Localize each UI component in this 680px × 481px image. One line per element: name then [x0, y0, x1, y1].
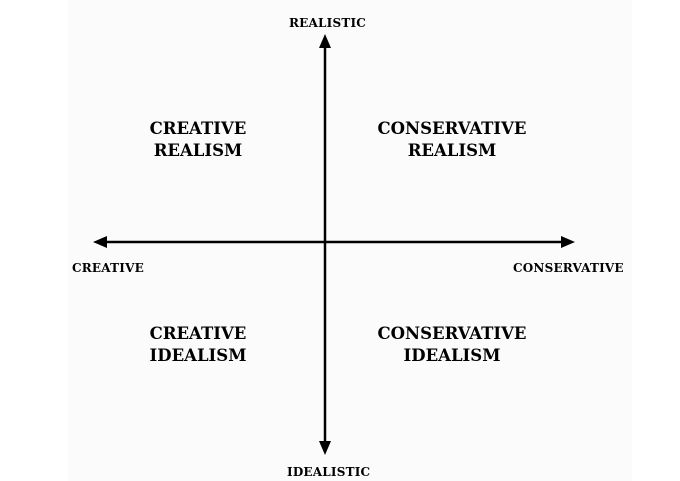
- quadrant-line-2: IDEALISM: [149, 346, 247, 365]
- quadrant-creative-realism: [98, 118, 298, 162]
- axis-label-conservative: CONSERVATIVE: [513, 261, 624, 275]
- quadrant-line-1: CONSERVATIVE: [377, 119, 527, 138]
- quadrant-line-1: CONSERVATIVE: [377, 324, 527, 343]
- quadrant-line-2: REALISM: [407, 141, 497, 160]
- arrow-right-icon: [561, 236, 575, 248]
- quadrant-line-1: CREATIVE: [149, 119, 247, 138]
- arrow-down-icon: [319, 441, 331, 455]
- quadrant-creative-idealism: [98, 323, 298, 367]
- axis-label-creative: CREATIVE: [72, 261, 144, 275]
- quadrant-line-2: IDEALISM: [403, 346, 501, 365]
- axis-label-idealistic: IDEALISTIC: [287, 465, 371, 479]
- quadrant-line-2: REALISM: [153, 141, 243, 160]
- arrow-up-icon: [319, 34, 331, 48]
- quadrant-line-1: CREATIVE: [149, 324, 247, 343]
- arrow-left-icon: [93, 236, 107, 248]
- quadrant-conservative-idealism: [352, 323, 552, 367]
- axis-label-realistic: REALISTIC: [289, 16, 367, 30]
- quadrant-conservative-realism: [352, 118, 552, 162]
